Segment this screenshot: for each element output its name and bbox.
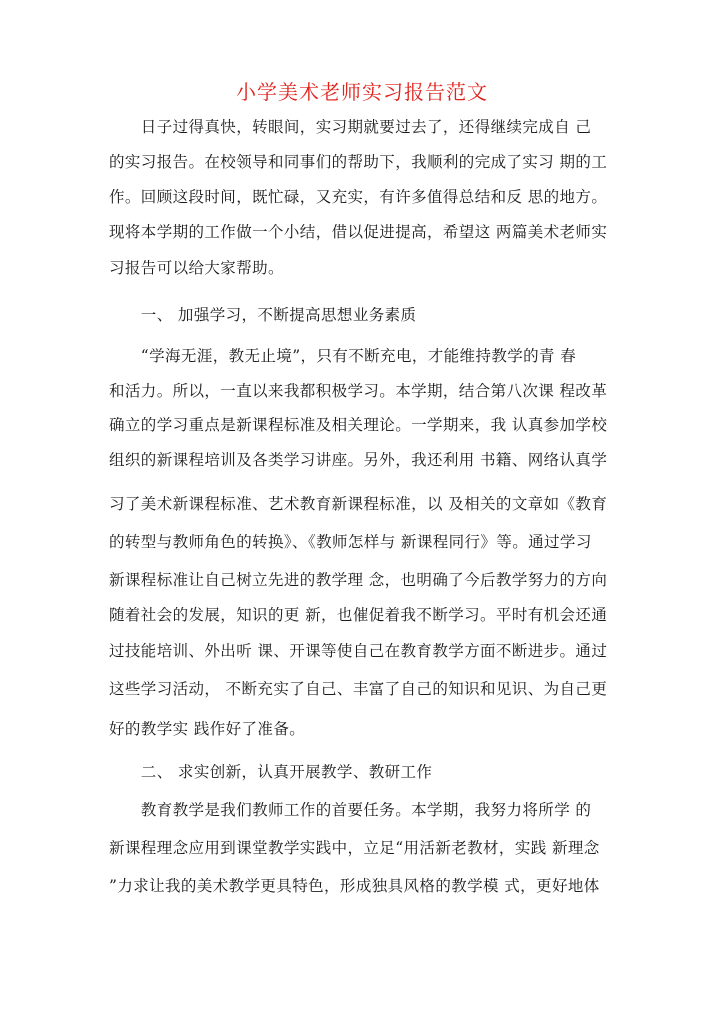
text-line: 新课程标准让自己树立先进的教学理 念，也明确了今后教学努力的方向 xyxy=(109,571,608,589)
text-line: 作。回顾这段时间，既忙碌，又充实，有许多值得总结和反 思的地方。 xyxy=(109,188,608,206)
text-line: 教育教学是我们教师工作的首要任务。本学期，我努力将所学 的 xyxy=(109,801,592,819)
text-line: ”力求让我的美术教学更具特色，形成独具风格的教学模 式，更好地体 xyxy=(109,877,600,895)
text-line: 和活力。所以，一直以来我都积极学习。本学期，结合第八次课 程改革 xyxy=(109,382,608,400)
text-line: 组织的新课程培训及各类学习讲座。另外，我还利用 书籍、网络认真学 xyxy=(109,451,608,469)
text-line: 过技能培训、外出听 课、开课等使自己在教育教学方面不断进步。通过 xyxy=(109,642,608,660)
text-line: 的实习报告。在校领导和同事们的帮助下，我顺利的完成了实习 期的工 xyxy=(109,153,608,171)
text-line: 好的教学实 践作好了准备。 xyxy=(109,720,306,738)
text-line: 习了美术新课程标准、艺术教育新课程标准，以 及相关的文章如《教育 xyxy=(109,495,608,513)
text-line: 日子过得真快，转眼间，实习期就要过去了，还得继续完成自 己 xyxy=(109,118,592,136)
section-heading: 一、 加强学习，不断提高思想业务素质 xyxy=(109,306,417,324)
document-title: 小学美术老师实习报告范文 xyxy=(236,80,488,104)
section-heading: 二、 求实创新，认真开展教学、教研工作 xyxy=(109,763,433,781)
text-line: 新课程理念应用到课堂教学实践中，立足“用活新老教材，实践 新理念 xyxy=(109,839,600,857)
text-line: 习报告可以给大家帮助。 xyxy=(109,259,284,277)
text-line: 的转型与教师角色的转换》、《教师怎样与 新课程同行》等。通过学习 xyxy=(109,533,592,551)
text-line: 随着社会的发展，知识的更 新，也催促着我不断学习。平时有机会还通 xyxy=(109,606,608,624)
text-line: 这些学习活动， 不断充实了自己、丰富了自己的知识和见识、为自己更 xyxy=(109,680,608,698)
text-line: 现将本学期的工作做一个小结，借以促进提高，希望这 两篇美术老师实 xyxy=(109,223,608,241)
text-line: 确立的学习重点是新课程标准及相关理论。一学期来，我 认真参加学校 xyxy=(109,416,608,434)
text-line: “学海无涯，教无止境”，只有不断充电，才能维持教学的青 春 xyxy=(109,347,577,365)
